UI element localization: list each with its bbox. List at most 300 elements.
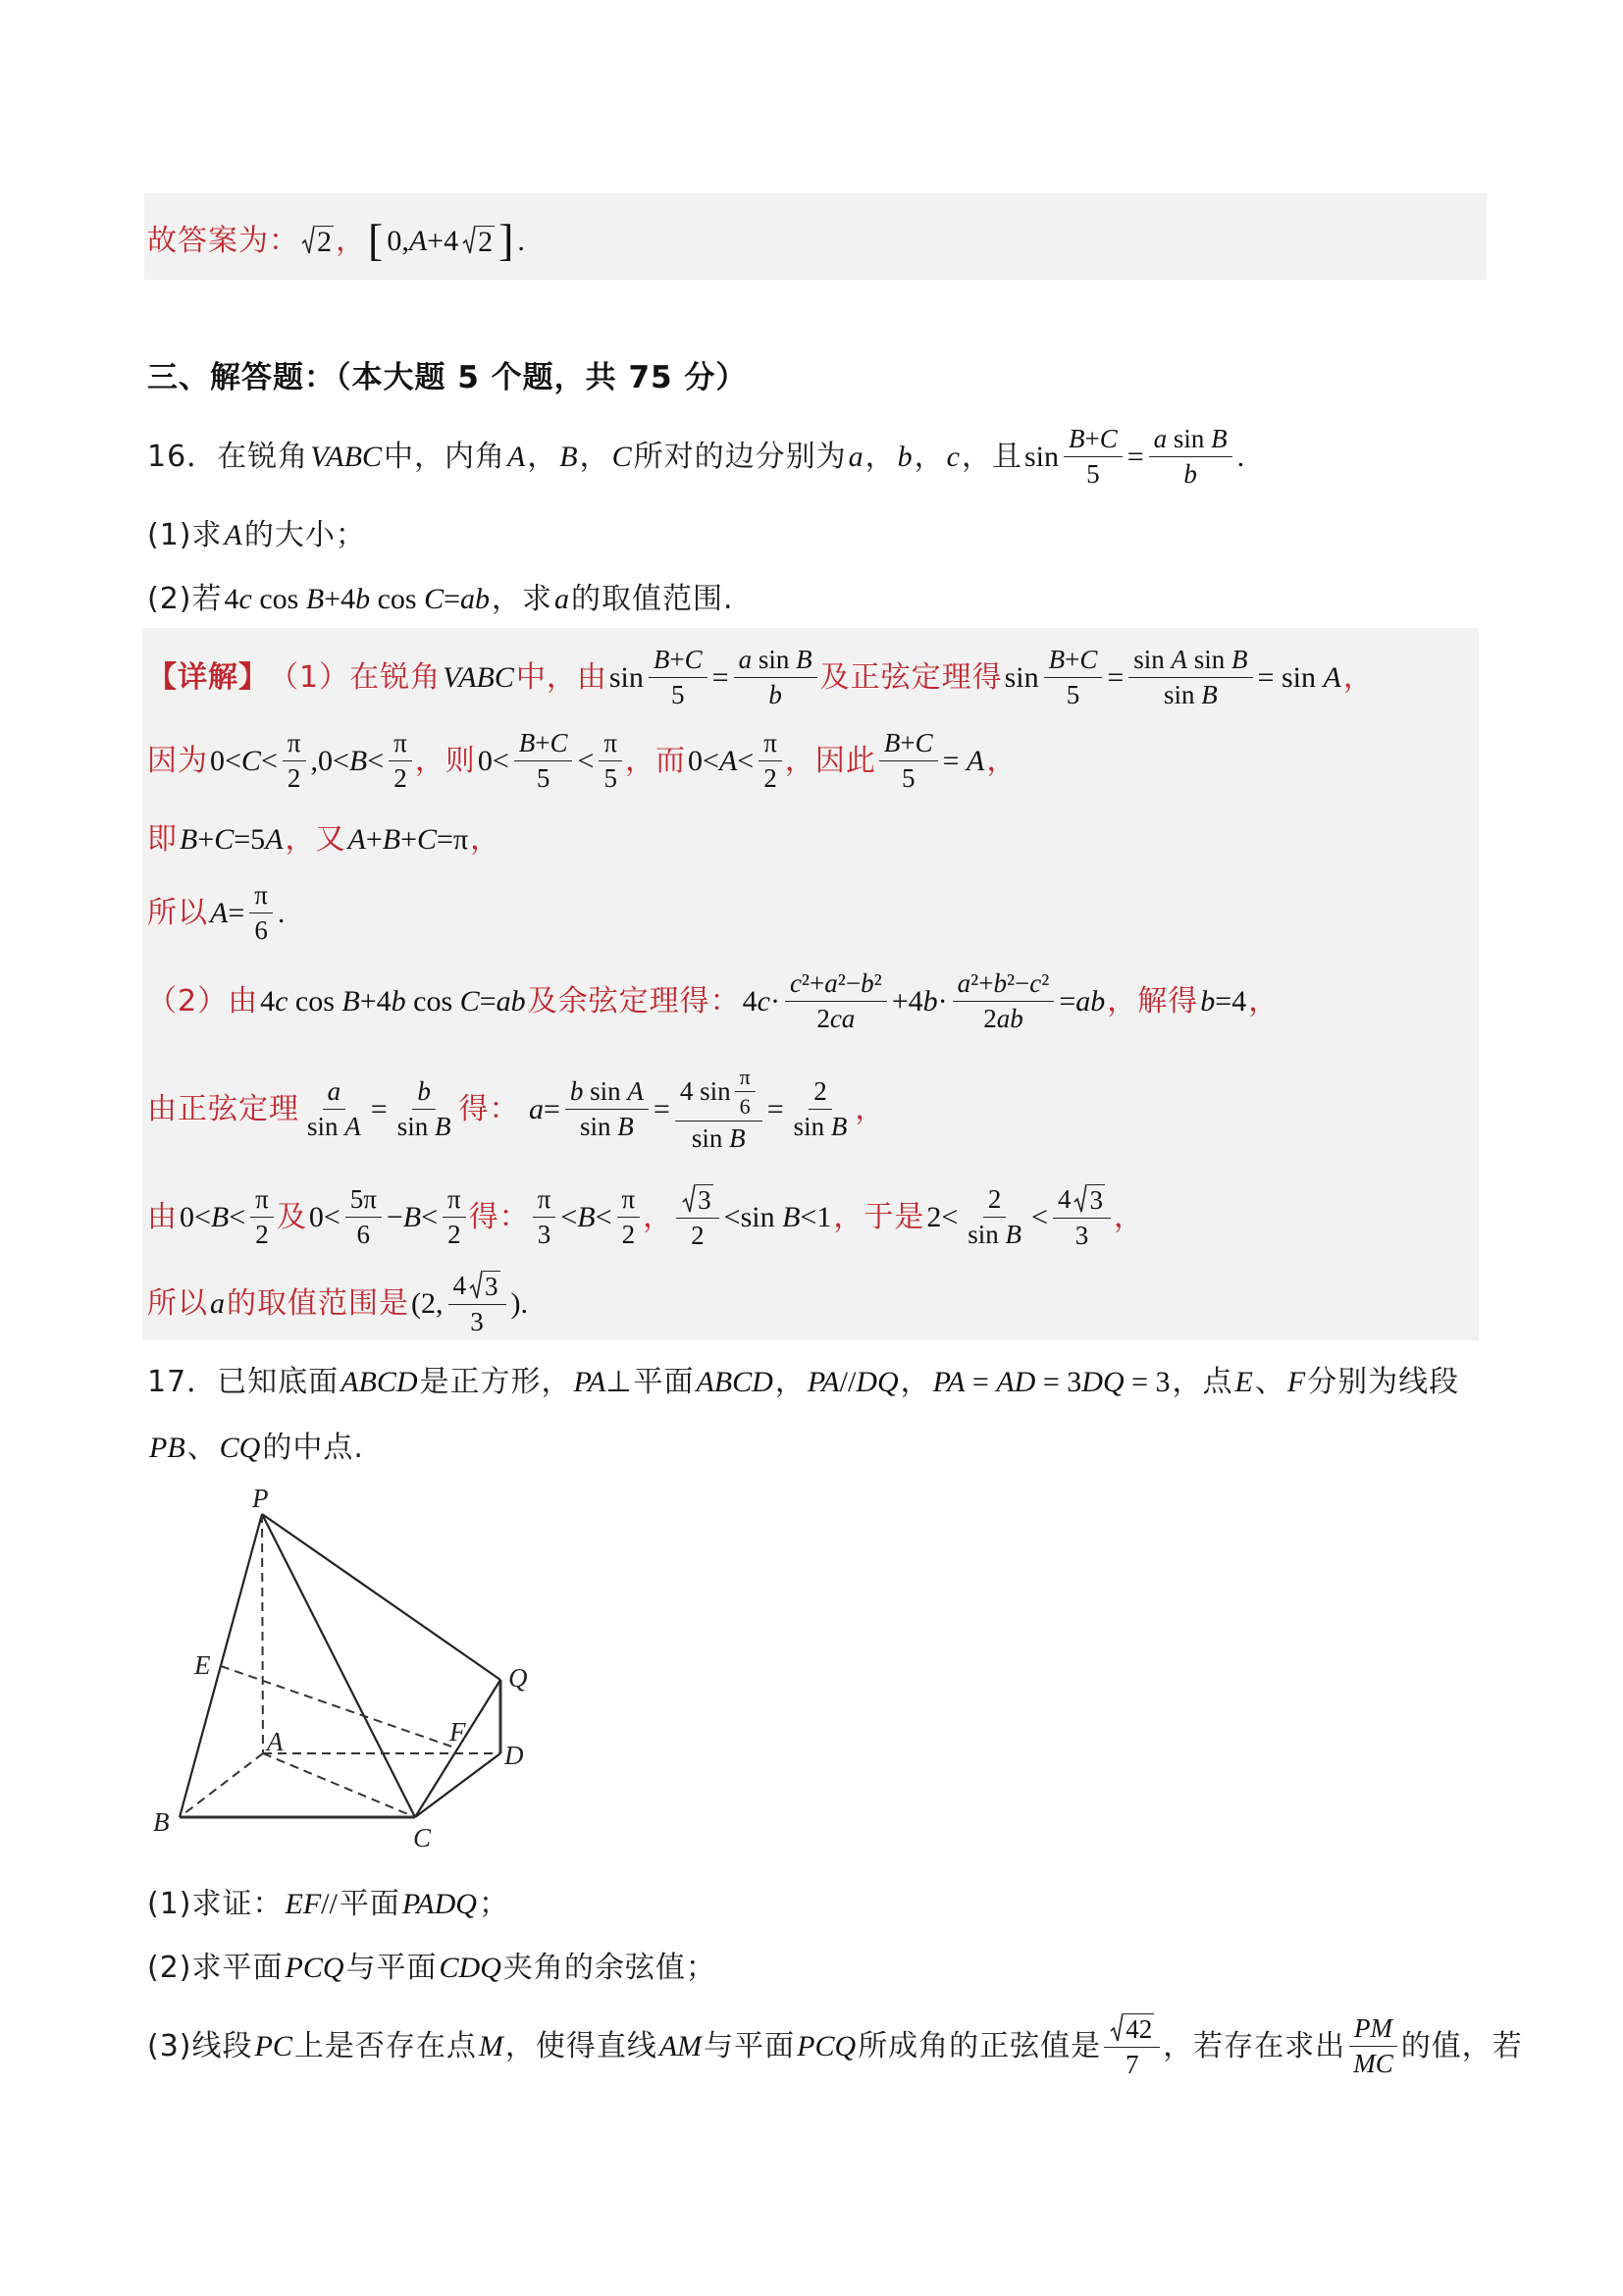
math-variable: B xyxy=(1231,645,1248,675)
math-variable: a xyxy=(327,1076,341,1107)
math-symbol: +4 xyxy=(324,582,356,615)
math-symbol: + xyxy=(1065,645,1080,675)
question-text: 所成角的正弦值是 xyxy=(858,2028,1102,2063)
math-expression xyxy=(739,1095,752,1118)
math-function: sin xyxy=(793,1111,825,1141)
math-variable: a xyxy=(210,1286,225,1320)
math-symbol: = xyxy=(942,744,968,777)
fraction xyxy=(1348,2014,1398,2077)
fraction-denominator xyxy=(1081,457,1105,488)
fraction-numerator xyxy=(283,729,306,760)
fraction-denominator xyxy=(389,761,412,792)
math-expression xyxy=(446,1221,462,1248)
math-variable: P xyxy=(149,1431,168,1464)
fraction-denominator xyxy=(789,1110,853,1140)
question-text: 分别为线段 xyxy=(1307,1364,1460,1399)
fraction xyxy=(785,969,887,1032)
vertex-label-E: E xyxy=(194,1650,211,1680)
math-symbol xyxy=(1187,645,1194,674)
math-expression xyxy=(349,1185,378,1213)
math-symbol: = xyxy=(653,1092,670,1125)
math-symbol: < xyxy=(421,1200,439,1233)
math-variable: Q xyxy=(480,1951,501,1984)
math-variable: C xyxy=(915,728,933,758)
math-variable: B xyxy=(782,1200,801,1233)
math-expression xyxy=(931,1366,1173,1398)
math-variable: C xyxy=(1099,424,1118,454)
radicand xyxy=(696,1184,713,1215)
math-expression xyxy=(765,1093,786,1125)
question-text: 的大小； xyxy=(243,517,366,552)
fraction-denominator xyxy=(532,761,555,792)
math-variable: A xyxy=(1323,660,1341,694)
math-variable: A xyxy=(996,1365,1015,1398)
math-expression xyxy=(537,1221,552,1248)
math-symbol: − xyxy=(386,1200,403,1233)
math-expression xyxy=(957,969,1051,997)
math-variable: b xyxy=(569,1076,584,1107)
math-function: cos xyxy=(377,582,417,615)
math-symbol: 2 xyxy=(317,226,332,258)
solution-text: 中，由 xyxy=(515,659,607,695)
math-symbol xyxy=(452,985,460,1018)
fraction-denominator xyxy=(687,1122,751,1152)
fraction-denominator xyxy=(1071,1219,1094,1249)
math-expression xyxy=(1285,1366,1307,1398)
fraction-denominator xyxy=(249,913,273,944)
math-function: sin xyxy=(396,1111,429,1141)
solution-text: ，因此 xyxy=(784,743,876,778)
fraction-numerator xyxy=(565,1077,649,1109)
math-symbol: 5 xyxy=(901,762,916,793)
math-expression xyxy=(1235,441,1247,473)
fraction-numerator xyxy=(735,1066,756,1092)
fraction-denominator xyxy=(533,1218,556,1248)
question-text: 17．已知底面 xyxy=(147,1364,340,1399)
square-root xyxy=(1110,2012,1154,2044)
solution-line-4 xyxy=(147,863,287,962)
question-text: 的中点. xyxy=(262,1430,364,1465)
math-symbol: = xyxy=(370,1092,388,1125)
math-expression xyxy=(536,764,551,792)
math-expression xyxy=(385,225,460,257)
math-bracket: ] xyxy=(498,215,514,265)
math-expression xyxy=(393,764,408,792)
math-expression xyxy=(284,1888,340,1920)
solution-text: ，又 xyxy=(285,821,346,857)
vertex-label-A: A xyxy=(267,1727,284,1756)
math-symbol: 2 xyxy=(816,1003,830,1033)
math-symbol: = xyxy=(965,1365,997,1398)
math-variable: P xyxy=(1353,2013,1371,2044)
vertex-label-B: B xyxy=(153,1807,170,1837)
math-expression xyxy=(1126,441,1146,473)
math-expression xyxy=(208,745,280,777)
math-expression xyxy=(218,1432,263,1464)
math-symbol: 4 xyxy=(224,582,239,615)
vertex-label-P: P xyxy=(252,1484,269,1513)
math-bracket: [ xyxy=(368,215,384,265)
solution-line-5 xyxy=(147,952,1279,1050)
math-symbol: 2 xyxy=(813,1076,827,1107)
math-symbol: < xyxy=(229,1200,246,1233)
solution-text: 所以 xyxy=(147,895,208,930)
math-variable: A xyxy=(947,1365,966,1398)
math-symbol: + xyxy=(900,728,916,758)
math-variable: A xyxy=(344,1111,361,1141)
math-symbol: 2 xyxy=(983,1003,997,1033)
math-expression xyxy=(369,1093,390,1125)
math-expression xyxy=(509,1287,531,1320)
math-expression xyxy=(741,985,782,1018)
math-expression xyxy=(287,764,302,792)
radicand xyxy=(315,226,334,256)
math-expression xyxy=(416,1077,432,1105)
solution-text: ， xyxy=(855,1091,886,1126)
math-expression xyxy=(393,729,408,757)
fraction xyxy=(250,1185,274,1248)
math-variable: b xyxy=(993,968,1007,999)
math-symbol: =4 xyxy=(1215,984,1247,1018)
fraction-numerator xyxy=(734,646,817,677)
math-symbol: = xyxy=(479,984,497,1018)
math-function: sin xyxy=(1193,645,1226,675)
math-symbol: π xyxy=(739,1064,751,1089)
math-expression xyxy=(686,745,756,777)
math-expression xyxy=(890,985,950,1018)
math-variable: D xyxy=(458,1951,481,1984)
math-expression xyxy=(987,1185,1003,1213)
geometry-figure xyxy=(137,1482,550,1874)
math-symbol: < xyxy=(367,744,385,777)
math-variable: C xyxy=(1079,645,1098,675)
square-root xyxy=(469,1270,500,1301)
math-symbol: 4 xyxy=(1057,1184,1072,1215)
fraction-numerator xyxy=(785,969,887,1001)
fraction xyxy=(599,729,622,792)
solution-text: ， xyxy=(643,1199,674,1234)
fraction-denominator xyxy=(575,1110,639,1140)
math-expression xyxy=(438,1952,503,1984)
fraction-denominator xyxy=(686,1219,709,1249)
math-variable: P xyxy=(932,1365,948,1398)
question-text: 16．在锐角 xyxy=(147,439,309,474)
fraction-denominator xyxy=(1348,2047,1398,2077)
question-text: ， xyxy=(900,1364,931,1399)
fraction-denominator xyxy=(1121,2048,1144,2078)
math-variable: P xyxy=(797,2029,815,2062)
math-variable: A xyxy=(265,822,284,856)
math-expression xyxy=(690,1222,706,1249)
math-symbol xyxy=(752,645,759,674)
question-text: 平面 xyxy=(633,1364,695,1399)
math-variable: C xyxy=(302,1951,323,1984)
math-symbol xyxy=(298,583,306,615)
fraction-numerator xyxy=(323,1077,346,1109)
math-expression xyxy=(694,1366,774,1398)
math-expression xyxy=(276,897,288,929)
math-expression xyxy=(1085,460,1101,488)
math-variable: D xyxy=(752,1365,773,1398)
fraction xyxy=(393,1077,456,1140)
math-variable: C xyxy=(1375,2048,1393,2078)
math-variable: M xyxy=(1370,2013,1392,2044)
math-variable: B xyxy=(402,1200,422,1233)
fraction-numerator xyxy=(250,1185,274,1217)
math-symbol: ,0< xyxy=(310,744,349,777)
math-symbol: + xyxy=(669,645,685,675)
math-variable: C xyxy=(814,2029,835,2062)
math-variable: c xyxy=(829,1003,842,1033)
question-text: (1)求证： xyxy=(147,1886,284,1921)
math-symbol: < xyxy=(260,744,278,777)
fraction xyxy=(345,1185,382,1248)
question-text: ， xyxy=(864,439,896,474)
math-symbol: 4 xyxy=(679,1076,701,1107)
math-function: sin xyxy=(968,1219,999,1249)
math-symbol: + xyxy=(365,822,383,856)
fraction-numerator xyxy=(345,1185,382,1217)
hidden-edge-AC xyxy=(263,1753,415,1817)
math-symbol: ² xyxy=(1041,968,1050,999)
math-symbol: < xyxy=(560,1200,578,1233)
question-text: ， xyxy=(774,1364,806,1399)
fraction xyxy=(676,1183,719,1249)
solution-text: ， xyxy=(336,223,366,258)
question-text: (3)线段 xyxy=(147,2028,253,2063)
fraction xyxy=(953,969,1055,1032)
math-variable: P xyxy=(401,1887,417,1920)
math-variable: C xyxy=(417,822,438,856)
math-expression xyxy=(657,2030,704,2062)
math-variable: B xyxy=(348,744,368,777)
vertex-label-F: F xyxy=(449,1717,466,1747)
math-expression xyxy=(789,969,883,997)
math-variable: c xyxy=(757,984,770,1018)
math-function: sin xyxy=(307,1111,339,1141)
math-variable: C xyxy=(376,1365,396,1398)
math-symbol: π xyxy=(447,1184,461,1215)
math-symbol: 5 xyxy=(1086,458,1100,489)
fraction-numerator xyxy=(983,1185,1007,1217)
math-symbol: 0< xyxy=(180,1200,211,1233)
math-expression xyxy=(327,1077,342,1105)
math-expression xyxy=(812,1077,828,1105)
math-variable: A xyxy=(658,2029,678,2062)
math-function: sin xyxy=(590,1076,621,1107)
math-function: sin xyxy=(1164,679,1195,709)
math-variable: F xyxy=(1286,1365,1306,1398)
math-symbol: 2 xyxy=(287,762,301,793)
math-variable: a xyxy=(957,968,971,999)
math-expression xyxy=(762,729,778,757)
math-variable: Q xyxy=(834,2029,857,2062)
solution-text: ， xyxy=(1248,983,1280,1018)
math-symbol: 4 xyxy=(452,1271,466,1301)
math-variable: B xyxy=(382,822,401,856)
math-expression xyxy=(1066,681,1081,708)
math-symbol: + xyxy=(400,822,418,856)
question-text: ，使得直线 xyxy=(504,2028,657,2063)
math-symbol: 5 xyxy=(1066,679,1080,709)
math-symbol xyxy=(428,1112,435,1141)
math-expression xyxy=(739,1066,752,1088)
math-symbol: 0< xyxy=(477,744,509,777)
math-variable: b xyxy=(922,984,938,1018)
math-variable: B xyxy=(830,1111,848,1141)
fraction xyxy=(448,1270,506,1335)
math-variable: B xyxy=(343,440,362,473)
math-variable: B xyxy=(210,1200,230,1233)
square-root xyxy=(682,1183,713,1215)
math-expression xyxy=(762,764,778,792)
math-expression xyxy=(1182,460,1198,488)
math-symbol: 2 xyxy=(478,226,494,258)
math-function: cos xyxy=(294,984,335,1018)
math-expression xyxy=(477,2030,505,2062)
math-variable: D xyxy=(434,1887,456,1920)
math-variable: C xyxy=(732,1365,753,1398)
math-variable: A xyxy=(347,822,366,856)
math-symbol: = xyxy=(228,896,245,929)
math-function: sin xyxy=(691,1122,723,1153)
fraction-numerator xyxy=(809,1077,832,1109)
math-symbol: 3 xyxy=(485,1272,498,1302)
math-variable: B xyxy=(167,1431,185,1464)
math-variable: A xyxy=(821,1365,840,1398)
math-symbol: ²− xyxy=(1006,968,1030,999)
fraction xyxy=(1064,425,1123,488)
math-symbol: (2, xyxy=(411,1286,444,1320)
math-expression xyxy=(208,897,246,929)
math-variable: a xyxy=(1075,984,1091,1018)
math-symbol: < xyxy=(577,744,595,777)
math-symbol: ²− xyxy=(837,968,862,999)
math-expression xyxy=(400,1888,479,1920)
math-expression xyxy=(441,661,516,694)
math-expression xyxy=(901,764,916,792)
fraction-denominator xyxy=(812,1002,860,1032)
math-expression xyxy=(339,1366,419,1398)
math-expression xyxy=(253,2030,294,2062)
fraction-numerator xyxy=(249,881,273,913)
math-variable: b xyxy=(417,1076,431,1107)
math-variable: B xyxy=(883,728,901,758)
math-expression xyxy=(793,1113,849,1140)
math-symbol: 0< xyxy=(688,744,719,777)
math-variable: D xyxy=(1081,1365,1103,1398)
fraction xyxy=(302,1077,366,1140)
math-symbol: 3 xyxy=(537,1219,551,1249)
math-symbol: = xyxy=(1126,440,1144,473)
vertex-label-Q: Q xyxy=(508,1663,528,1693)
math-function: sin xyxy=(1023,440,1059,473)
edge-PC xyxy=(262,1514,415,1817)
solution-text: 即 xyxy=(147,821,178,857)
question-text: ， xyxy=(914,439,945,474)
math-variable: c xyxy=(789,968,802,999)
math-variable: a xyxy=(496,984,511,1018)
math-variable: A xyxy=(224,518,242,551)
fraction-numerator xyxy=(1044,646,1103,677)
solution-label: 【详解】 xyxy=(147,659,269,695)
math-variable: E xyxy=(285,1887,303,1920)
math-variable: A xyxy=(340,1365,359,1398)
math-symbol: · xyxy=(937,984,948,1018)
math-expression xyxy=(691,1124,747,1152)
math-expression xyxy=(1074,1222,1090,1249)
section-heading-text: 三、解答题：（本大题 5 个题，共 75 分） xyxy=(147,359,748,395)
math-function: sin xyxy=(1133,645,1165,675)
radicand xyxy=(1087,1184,1105,1215)
math-expression xyxy=(1163,681,1219,708)
math-function: sin xyxy=(1281,660,1316,694)
fraction-denominator xyxy=(963,1218,1026,1248)
math-symbol: +4 xyxy=(427,224,459,257)
math-expression xyxy=(1352,2050,1394,2077)
math-symbol xyxy=(417,583,425,615)
math-function: sin xyxy=(608,660,644,694)
math-variable: a xyxy=(554,582,570,615)
math-variable: b xyxy=(391,984,406,1018)
solution-text: （2）由 xyxy=(147,983,259,1018)
math-variable: c xyxy=(238,582,252,615)
math-symbol: = xyxy=(1059,984,1076,1018)
math-variable: V xyxy=(443,660,459,694)
math-variable: b xyxy=(897,440,913,473)
math-variable: C xyxy=(424,582,445,615)
math-expression xyxy=(254,1221,270,1248)
math-expression xyxy=(308,441,384,473)
math-symbol: =5 xyxy=(234,822,266,856)
math-variable: A xyxy=(696,1365,714,1398)
fraction xyxy=(1104,2012,1160,2078)
math-variable: A xyxy=(1171,645,1188,675)
question-text: (2)求平面 xyxy=(147,1950,284,1985)
math-variable: C xyxy=(684,645,703,675)
math-expression xyxy=(346,823,471,856)
math-function: cos xyxy=(413,984,453,1018)
fraction-denominator xyxy=(897,761,920,792)
math-variable: a xyxy=(841,1003,856,1033)
math-expression xyxy=(621,1185,637,1213)
solution-text: 故答案为： xyxy=(147,223,299,258)
math-variable: A xyxy=(718,744,738,777)
fraction-numerator xyxy=(533,1185,556,1217)
math-variable: D xyxy=(395,1365,418,1398)
math-variable: B xyxy=(180,822,198,856)
math-variable: a xyxy=(528,1092,544,1125)
radical-sign-icon xyxy=(1110,2012,1124,2044)
fraction xyxy=(1128,646,1252,708)
math-expression xyxy=(941,745,987,777)
solution-text: ，而 xyxy=(625,743,687,778)
math-variable: Q xyxy=(876,1365,899,1398)
math-expression xyxy=(1068,425,1119,452)
math-variable: A xyxy=(326,440,344,473)
math-variable: P xyxy=(807,1365,822,1398)
math-symbol: +4 xyxy=(359,984,392,1018)
fraction-denominator xyxy=(393,1110,456,1140)
math-variable: B xyxy=(1211,424,1228,454)
math-symbol: 4 xyxy=(260,984,276,1018)
question-text: 所对的边分别为 xyxy=(633,439,847,474)
math-variable: B xyxy=(559,440,578,473)
radical-sign-icon xyxy=(682,1183,696,1215)
solution-text: ， xyxy=(470,821,501,857)
math-variable: B xyxy=(358,1365,377,1398)
math-symbol: π xyxy=(287,728,301,758)
